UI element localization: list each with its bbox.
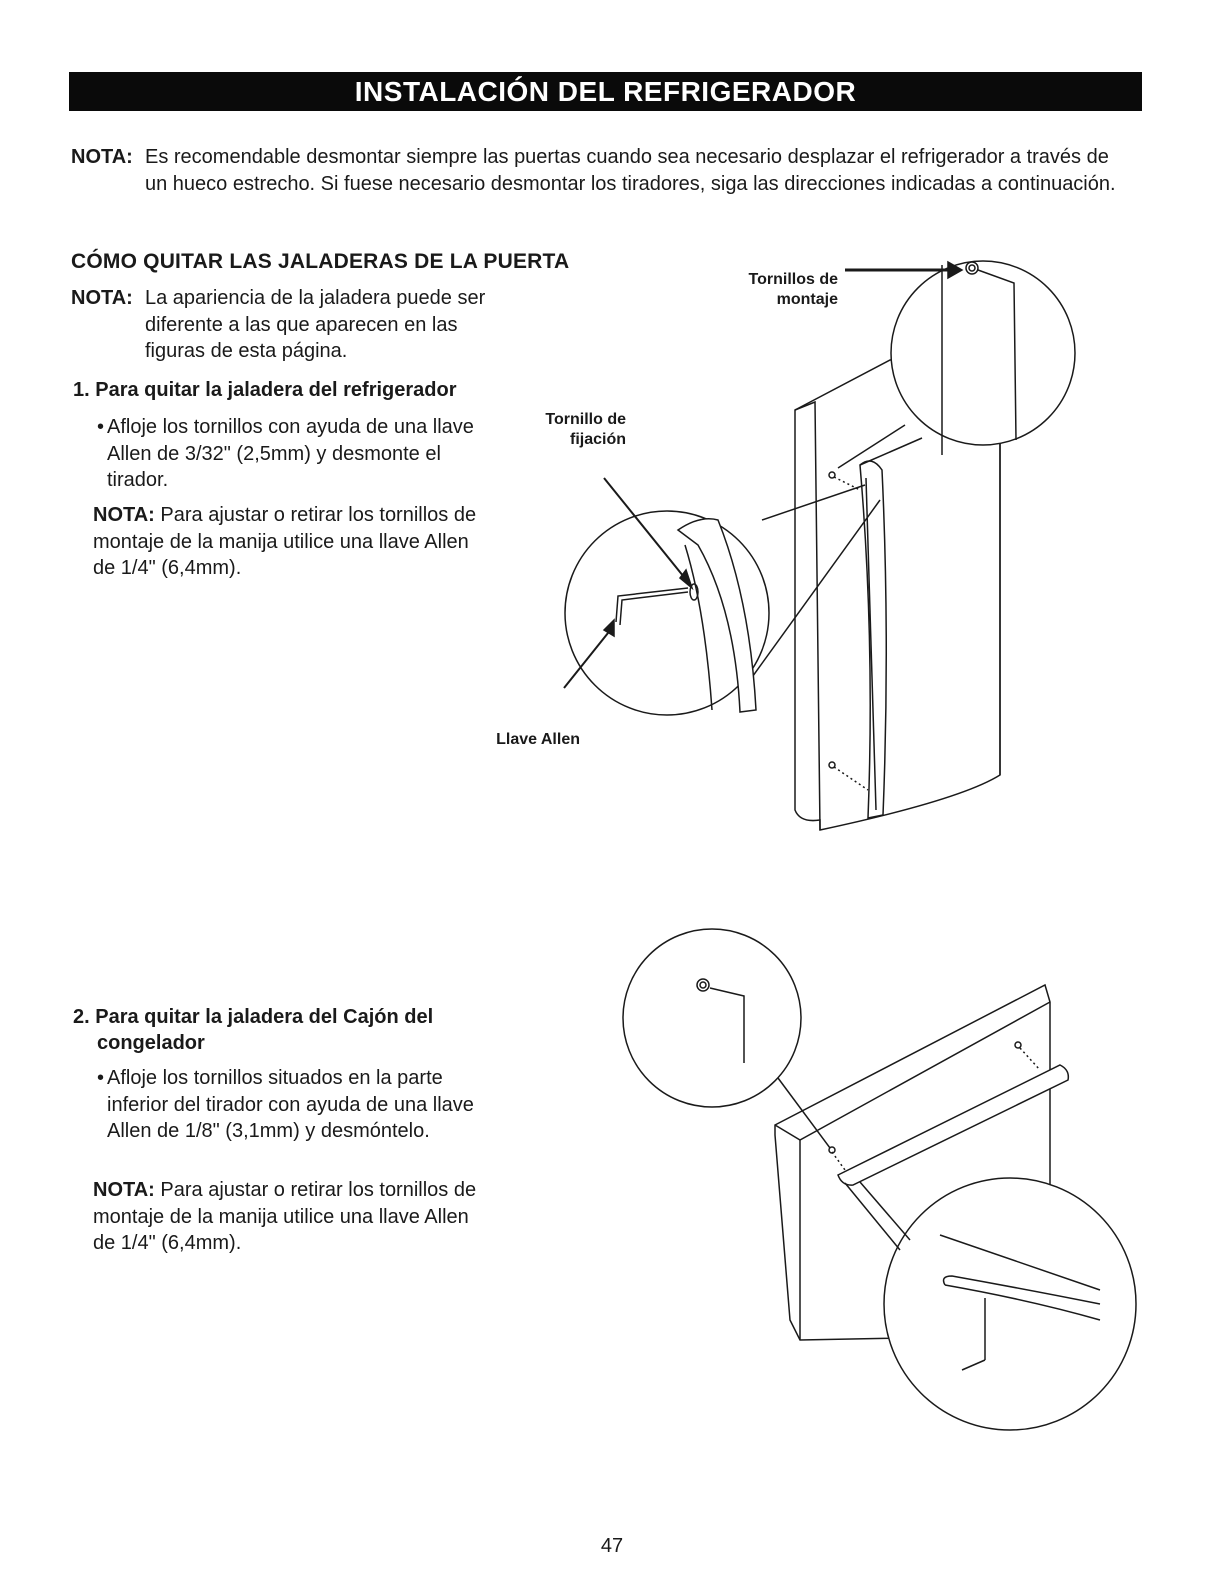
step2-note-text: Para ajustar o retirar los tornillos de montaje de la manija utilice una llave Allen de 1/4" (6,4mm). xyxy=(93,1179,477,1254)
section-note-text: La apariencia de la jaladera puede ser diferente a las que aparecen en las figuras de esta página. xyxy=(145,287,486,362)
section-note-label: NOTA: xyxy=(71,287,133,309)
section-title: CÓMO QUITAR LAS JALADERAS DE LA PUERTA xyxy=(71,250,570,273)
label-allen: Llave Allen xyxy=(496,731,580,748)
zoom-circle-mount xyxy=(891,261,1075,445)
label-setscrew-line1: Tornillo de xyxy=(545,411,626,428)
step2-title-line2: congelador xyxy=(97,1032,205,1054)
bullet-marker: • xyxy=(97,1067,105,1089)
figure-freezer-handle xyxy=(623,929,1136,1430)
step1-bullet-text: Afloje los tornillos con ayuda de una llave Allen de 3/32" (2,5mm) y desmonte el tirador. xyxy=(107,416,474,491)
step2-note-label: NOTA: xyxy=(93,1179,155,1201)
step1-note-text: Para ajustar o retirar los tornillos de montaje de la manija utilice una llave Allen de 1/4" (6,4mm). xyxy=(93,504,477,579)
label-setscrew-line2: fijación xyxy=(569,431,626,448)
step2-title-line1: 2. Para quitar la jaladera del Cajón del xyxy=(73,1006,434,1028)
step1-note-label: NOTA: xyxy=(93,504,155,526)
page-title: INSTALACIÓN DEL REFRIGERADOR xyxy=(354,76,857,107)
zoom-circle-drawer-top xyxy=(623,929,801,1107)
label-mount-line1: Tornillos de xyxy=(748,271,838,288)
intro-note-text: Es recomendable desmontar siempre las puertas cuando sea necesario desplazar el refrigerador a través de un hueco estrecho. Si fuese necesario desmontar los tiradores, siga las direcciones indicadas a continuación. xyxy=(145,146,1116,195)
page-number: 47 xyxy=(600,1535,624,1557)
bullet-marker: • xyxy=(97,416,105,438)
intro-note-label: NOTA: xyxy=(71,146,133,168)
step1-title: 1. Para quitar la jaladera del refrigerador xyxy=(73,379,457,401)
label-mount-line2: montaje xyxy=(776,291,838,308)
step2-bullet-text: Afloje los tornillos situados en la parte inferior del tirador con ayuda de una llave Allen de 1/8" (3,1mm) y desmóntelo. xyxy=(107,1067,474,1142)
